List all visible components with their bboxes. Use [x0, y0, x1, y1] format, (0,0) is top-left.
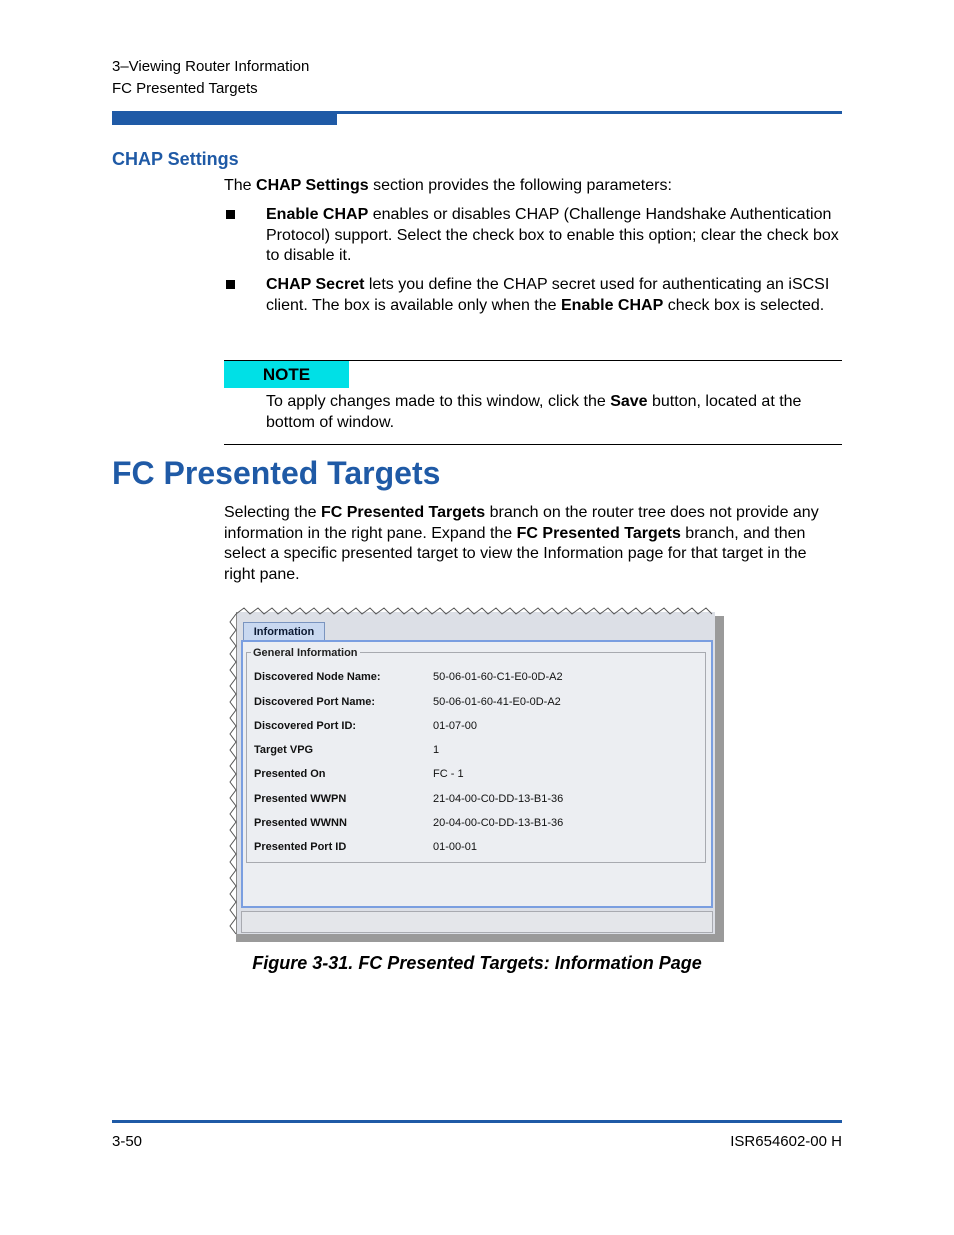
field-label: Presented WWPN — [254, 793, 347, 805]
document-number: ISR654602-00 H — [730, 1133, 842, 1150]
field-value: 50-06-01-60-41-E0-0D-A2 — [433, 696, 561, 708]
chap-settings-heading: CHAP Settings — [112, 149, 239, 169]
tab-information[interactable]: Information — [243, 622, 325, 641]
running-header-section: FC Presented Targets — [112, 80, 258, 97]
page-number: 3-50 — [112, 1133, 143, 1150]
chap-intro: The CHAP Settings section provides the following parameters: — [224, 177, 672, 194]
note-label: NOTE — [224, 361, 349, 388]
window-bottom-strip — [241, 911, 713, 933]
field-label: Presented On — [254, 768, 326, 780]
general-information-group — [246, 652, 706, 863]
field-value: FC - 1 — [433, 768, 464, 780]
bullet-marker — [226, 280, 235, 289]
field-value: 21-04-00-C0-DD-13-B1-36 — [433, 793, 564, 805]
field-value: 01-00-01 — [433, 841, 478, 853]
figure-caption: Figure 3-31. FC Presented Targets: Information Page — [252, 953, 702, 973]
footer-rule — [112, 1120, 842, 1123]
field-value: 50-06-01-60-C1-E0-0D-A2 — [433, 671, 563, 683]
running-header-chapter: 3–Viewing Router Information — [112, 58, 310, 75]
field-label: Target VPG — [254, 744, 314, 756]
general-information-title: General Information — [253, 647, 358, 659]
fc-description: Selecting the FC Presented Targets branch on the router tree does not provide any information in the right pane. Expand the FC Presented Targets branch, and then select a specific presented target to view the Information page for that target in the right pane. — [224, 504, 819, 583]
note-text: To apply changes made to this window, click the Save button, located at the bottom of window. — [266, 393, 802, 431]
field-label: Discovered Port ID: — [254, 720, 357, 732]
header-rule-accent — [112, 111, 337, 125]
bullet-enable-chap: Enable CHAP enables or disables CHAP (Challenge Handshake Authentication Protocol) support. Select the check box to enable this option; clear the check box to disable it. — [266, 206, 839, 264]
fc-presented-targets-heading: FC Presented Targets — [112, 455, 441, 491]
bullet-chap-secret: CHAP Secret lets you define the CHAP secret used for authenticating an iSCSI client. The box is available only when the Enable CHAP check box is selected. — [266, 276, 830, 314]
bullet-marker — [226, 210, 235, 219]
field-label: Discovered Node Name: — [254, 671, 381, 683]
field-label: Discovered Port Name: — [254, 696, 376, 708]
field-value: 01-07-00 — [433, 720, 478, 732]
field-value: 20-04-00-C0-DD-13-B1-36 — [433, 817, 564, 829]
field-value: 1 — [433, 744, 440, 756]
field-label: Presented WWNN — [254, 817, 347, 829]
field-label: Presented Port ID — [254, 841, 347, 853]
note-bottom-rule — [224, 444, 842, 445]
